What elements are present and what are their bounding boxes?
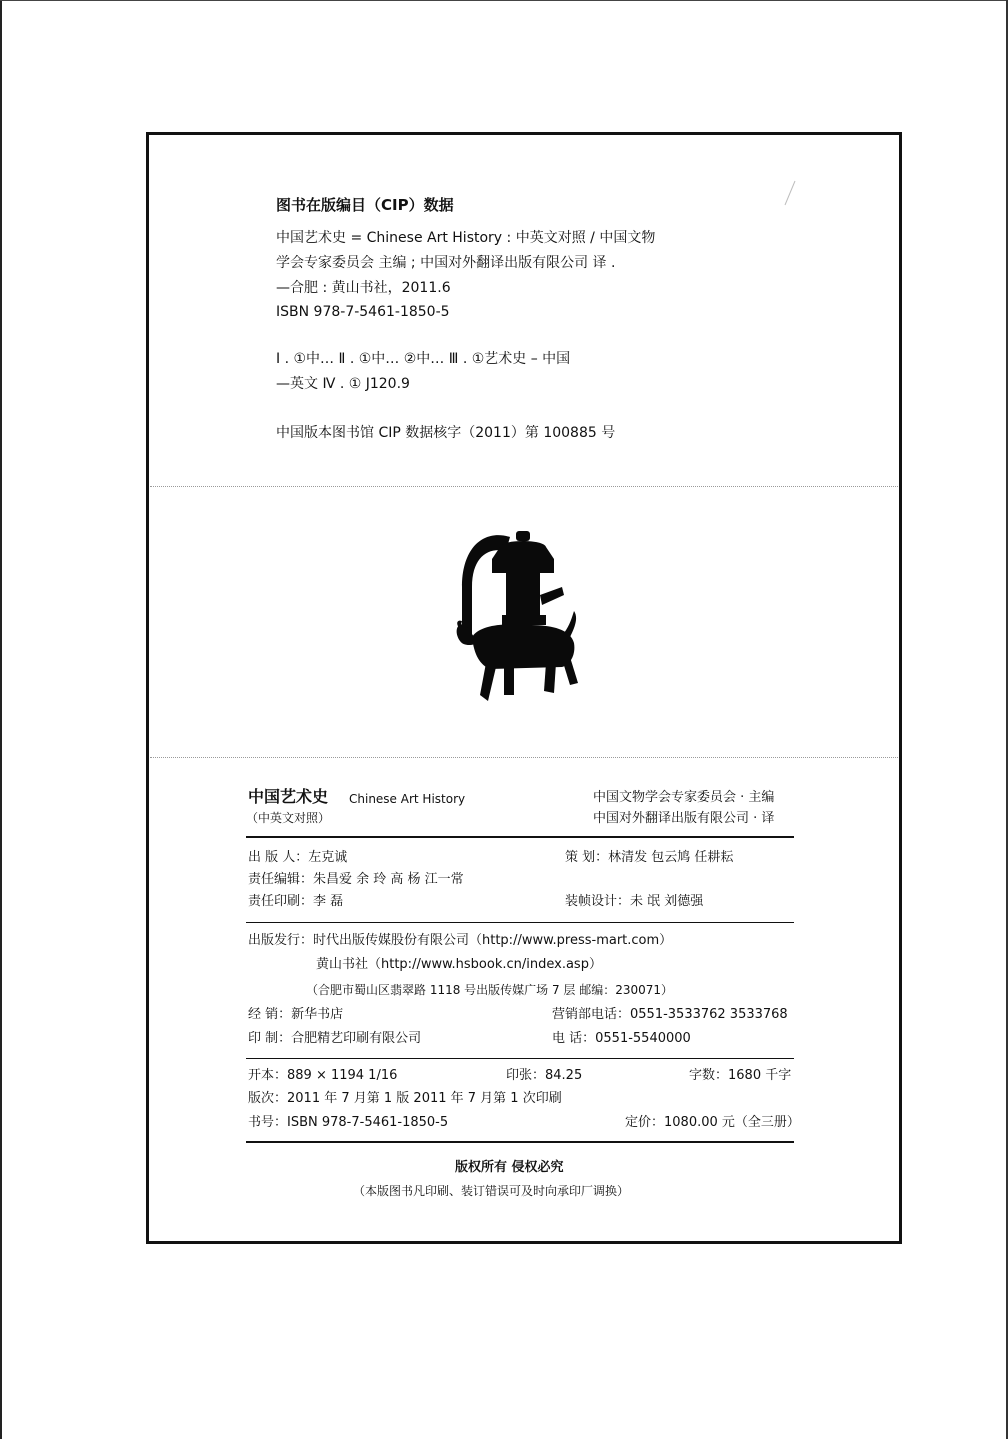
scan-edge-top <box>0 0 1008 1</box>
responsible-editors: 责任编辑：朱昌爱 余 玲 高 杨 江一常 <box>248 872 464 887</box>
publisher-address: （合肥市蜀山区翡翠路 1118 号出版传媒广场 7 层 邮编：230071） <box>306 983 674 997</box>
publisher-person: 出 版 人：左克诚 <box>248 850 348 865</box>
cip-number: 中国版本图书馆 CIP 数据核字（2011）第 100885 号 <box>276 425 616 441</box>
translator-credit: 中国对外翻译出版有限公司 · 译 <box>593 811 775 826</box>
section-separator-top <box>150 486 898 487</box>
planning-credit: 策 划：林清发 包云鸠 任耕耘 <box>565 850 734 865</box>
book-subtitle: （中英文对照） <box>246 811 331 825</box>
colophon-rule-4 <box>246 1141 794 1143</box>
sales-phone: 营销部电话：0551-3533762 3533768 <box>552 1007 788 1022</box>
word-count: 字数：1680 千字 <box>689 1068 792 1083</box>
book-title-en: Chinese Art History <box>349 792 466 806</box>
cip-classification-1: Ⅰ . ①中… Ⅱ . ①中… ②中… Ⅲ . ①艺术史 – 中国 <box>276 351 571 367</box>
publisher-line-2: 黄山书社（http://www.hsbook.cn/index.asp） <box>316 957 602 972</box>
cip-line-4: ISBN 978-7-5461-1850-5 <box>276 304 450 320</box>
ox-vessel-emblem-icon <box>452 525 586 715</box>
editor-credit: 中国文物学会专家委员会 · 主编 <box>593 790 775 805</box>
scan-edge-left <box>0 0 2 1439</box>
publisher-line-1: 出版发行：时代出版传媒股份有限公司（http://www.press-mart.com） <box>248 933 673 948</box>
responsible-printing: 责任印刷：李 磊 <box>248 894 344 909</box>
printer: 印 制：合肥精艺印刷有限公司 <box>248 1031 422 1046</box>
colophon-rule-1 <box>246 836 794 838</box>
book-title: 中国艺术史 <box>248 787 329 806</box>
cip-classification-2: —英文 Ⅳ . ① J120.9 <box>276 376 410 392</box>
cip-line-3: —合肥 : 黄山书社，2011.6 <box>276 280 451 296</box>
edition-info: 版次：2011 年 7 月第 1 版 2011 年 7 月第 1 次印刷 <box>248 1091 562 1106</box>
binding-design: 装帧设计：未 氓 刘德强 <box>565 894 704 909</box>
price: 定价：1080.00 元（全三册） <box>625 1115 800 1130</box>
rights-statement: 版权所有 侵权必究 <box>455 1160 564 1175</box>
colophon-rule-2 <box>246 922 794 923</box>
distributor: 经 销：新华书店 <box>248 1007 344 1022</box>
cip-heading: 图书在版编目（CIP）数据 <box>276 196 454 214</box>
cip-line-2: 学会专家委员会 主编 ; 中国对外翻译出版有限公司 译 . <box>276 255 616 271</box>
printing-error-notice: （本版图书凡印刷、装订错误可及时向承印厂调换） <box>353 1184 630 1198</box>
printer-phone: 电 话：0551-5540000 <box>552 1031 691 1046</box>
book-format: 开本：889 × 1194 1/16 <box>248 1068 398 1083</box>
isbn-number: 书号：ISBN 978-7-5461-1850-5 <box>248 1115 449 1130</box>
section-separator-bottom <box>150 757 898 758</box>
printed-sheets: 印张：84.25 <box>506 1068 583 1083</box>
scan-mark <box>783 180 797 206</box>
cip-line-1: 中国艺术史 = Chinese Art History : 中英文对照 / 中国文物 <box>276 230 656 246</box>
colophon-rule-3 <box>246 1058 794 1059</box>
